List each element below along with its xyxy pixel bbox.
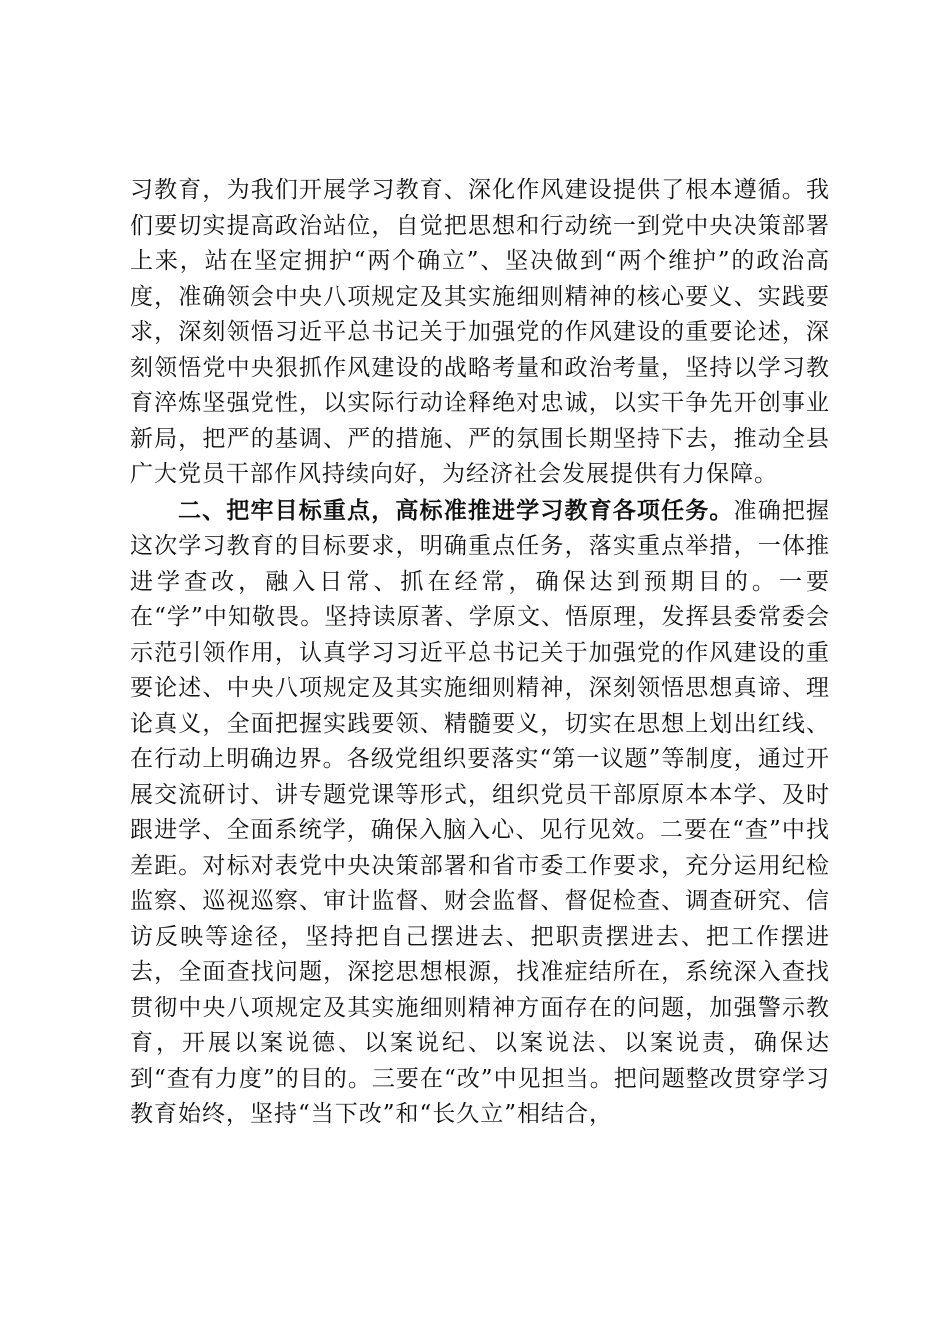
document-body	[130, 172, 830, 1133]
paragraph-1-text: 习教育，为我们开展学习教育、深化作风建设提供了根本遵循。我们要切实提高政治站位，自觉把思想和行动统一到党中央决策部署上来，站在坚定拥护“两个确立”、坚决做到“两个维护”的政治高度，准确领会中央八项规定及其实施细则精神的核心要义、实践要求，深刻领悟习近平总书记关于加强党的作风建设的重要论述，深刻领悟党中央狠抓作风建设的战略考量和政治考量，坚持以学习教育淬炼坚强党性，以实际行动诠释绝对忠诚，以实干争先开创事业新局，把严的基调、严的措施、严的氛围长期坚持下去，推动全县广大党员干部作风持续向好，为经济社会发展提供有力保障。	[130, 177, 830, 487]
paragraph-2-text: 准确把握这次学习教育的目标要求，明确重点任务，落实重点举措，一体推进学查改，融入日常、抓在经常，确保达到预期目的。一要在“学”中知敬畏。坚持读原著、学原文、悟原理，发挥县委常委会示范引领作用，认真学习习近平总书记关于加强党的作风建设的重要论述、中央八项规定及其实施细则精神，深刻领悟思想真谛、理论真义，全面把握实践要领、精髓要义，切实在思想上划出红线、在行动上明确边界。各级党组织要落实“第一议题”等制度，通过开展交流研讨、讲专题党课等形式，组织党员干部原原本本学、及时跟进学、全面系统学，确保入脑入心、见行见效。二要在“查”中找差距。对标对表党中央决策部署和省市委工作要求，充分运用纪检监察、巡视巡察、审计监督、财会监督、督促检查、调查研究、信访反映等途径，坚持把自己摆进去、把职责摆进去、把工作摆进去，全面查找问题，深挖思想根源，找准症结所在，系统深入查找贯彻中央八项规定及其实施细则精神方面存在的问题，加强警示教育，开展以案说德、以案说纪、以案说法、以案说责，确保达到“查有力度”的目的。三要在“改”中见担当。把问题整改贯穿学习教育始终，坚持“当下改”和“长久立”相结合，	[130, 497, 831, 1127]
paragraph-1	[130, 172, 830, 493]
section-heading-2: 二、把牢目标重点，高标准推进学习教育各项任务。	[178, 496, 734, 524]
paragraph-2	[130, 493, 830, 1133]
